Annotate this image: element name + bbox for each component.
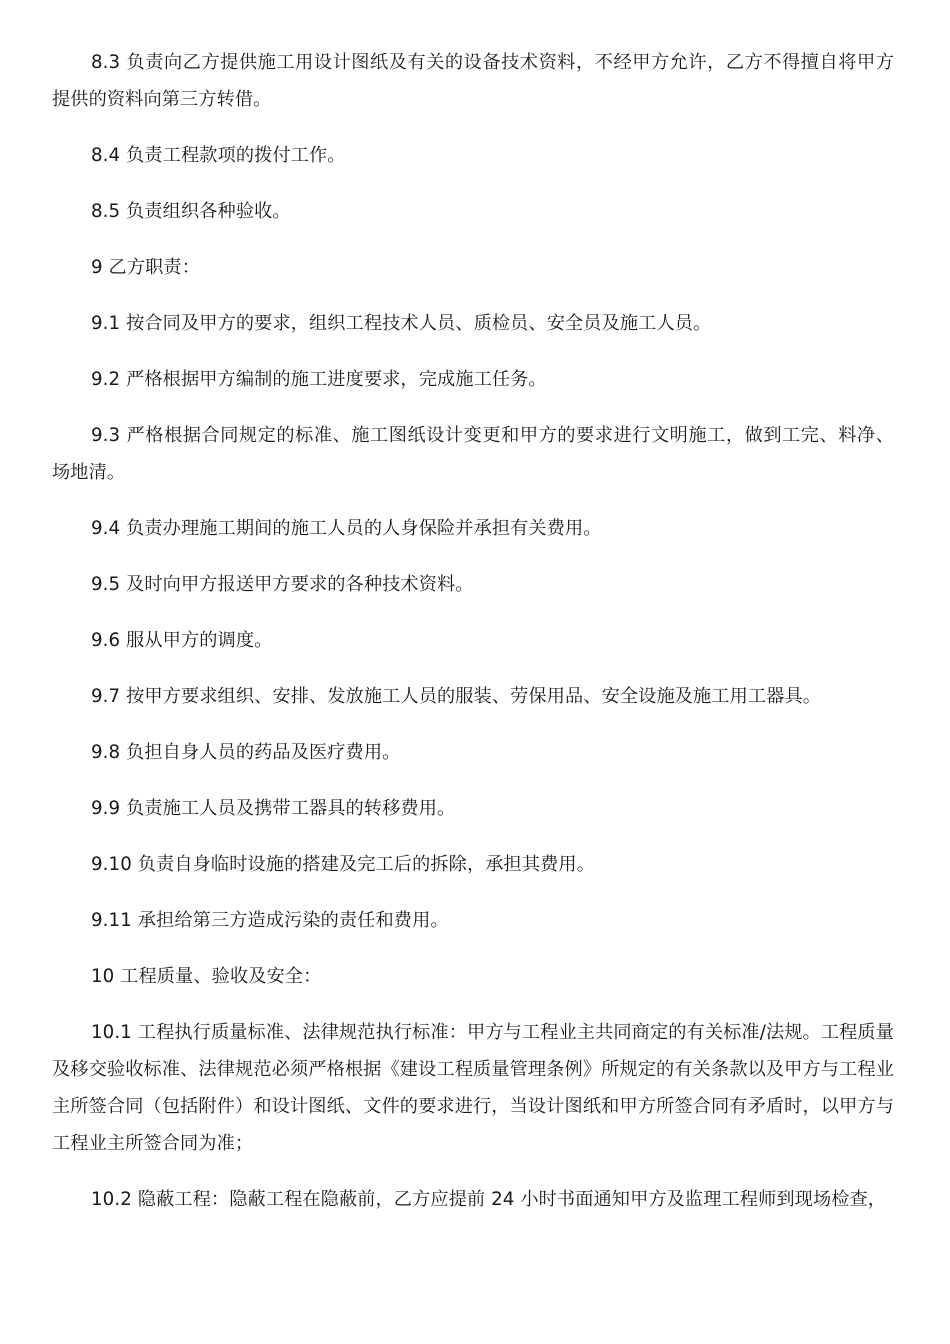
section-10-heading: 10 工程质量、验收及安全： [91, 966, 322, 987]
clause-10-1: 10.1 工程执行质量标准、法律规范执行标准：甲方与工程业主共同商定的有关标准/法规。工程质量及移交验收标准、法律规范必须严格根据《建设工程质量管理条例》所规定的有关条款以及甲方与工程业主所签合同（包括附件）和设计图纸、文件的要求进行，当设计图纸和甲方所签合同有矛盾时，以甲方与工程业主所签合同为准； [52, 1022, 894, 1154]
clause-9-1: 9.1 按合同及甲方的要求，组织工程技术人员、质检员、安全员及施工人员。 [91, 313, 712, 334]
clause-8-3: 8.3 负责向乙方提供施工用设计图纸及有关的设备技术资料，不经甲方允许，乙方不得擅自将甲方提供的资料向第三方转借。 [52, 52, 894, 110]
clause-9-7: 9.7 按甲方要求组织、安排、发放施工人员的服装、劳保用品、安全设施及施工用工器具。 [91, 686, 822, 707]
clause-9-3: 9.3 严格根据合同规定的标准、施工图纸设计变更和甲方的要求进行文明施工，做到工完、料净、场地清。 [52, 425, 894, 483]
clause-8-5: 8.5 负责组织各种验收。 [91, 201, 291, 222]
clause-10-2: 10.2 隐蔽工程：隐蔽工程在隐蔽前，乙方应提前 24 小时书面通知甲方及监理工程师到现场检查， [91, 1189, 887, 1210]
section-9-heading: 9 乙方职责： [91, 257, 200, 278]
clause-8-4: 8.4 负责工程款项的拨付工作。 [91, 145, 346, 166]
clause-9-11: 9.11 承担给第三方造成污染的责任和费用。 [91, 910, 449, 931]
clause-9-8: 9.8 负担自身人员的药品及医疗费用。 [91, 742, 401, 763]
clause-9-4: 9.4 负责办理施工期间的施工人员的人身保险并承担有关费用。 [91, 518, 602, 539]
clause-9-10: 9.10 负责自身临时设施的搭建及完工后的拆除，承担其费用。 [91, 854, 595, 875]
clause-9-9: 9.9 负责施工人员及携带工器具的转移费用。 [91, 798, 456, 819]
clause-9-2: 9.2 严格根据甲方编制的施工进度要求，完成施工任务。 [91, 369, 547, 390]
clause-9-6: 9.6 服从甲方的调度。 [91, 630, 273, 651]
clause-9-5: 9.5 及时向甲方报送甲方要求的各种技术资料。 [91, 574, 474, 595]
